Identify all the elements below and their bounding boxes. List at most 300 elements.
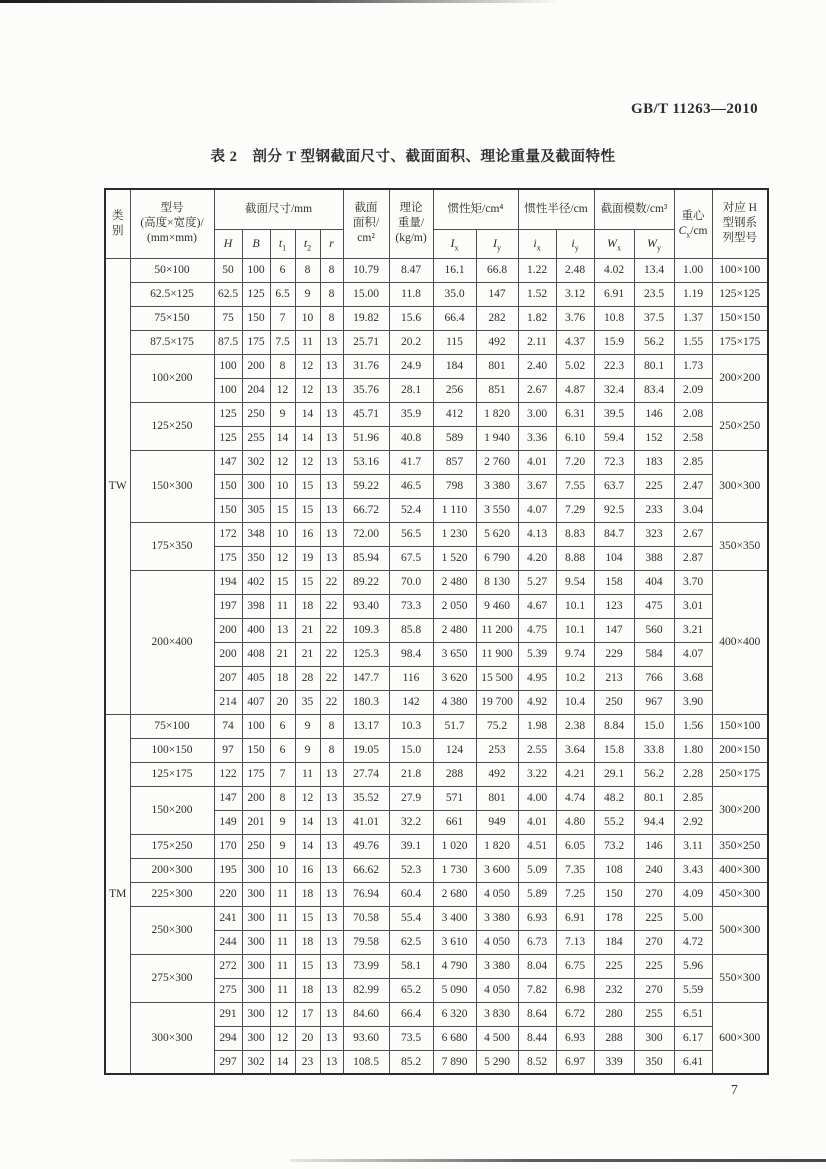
value-cell: 300 xyxy=(242,474,270,498)
value-cell: 62.5 xyxy=(389,930,433,954)
value-cell: 59.22 xyxy=(343,474,389,498)
value-cell: 5.00 xyxy=(674,906,712,930)
value-cell: 2.85 xyxy=(674,786,712,810)
table-row xyxy=(105,354,768,378)
value-cell: 52.4 xyxy=(389,498,433,522)
value-cell: 255 xyxy=(242,426,270,450)
value-cell: 104 xyxy=(594,546,634,570)
value-cell: 22 xyxy=(320,690,343,714)
value-cell: 8.04 xyxy=(518,954,556,978)
value-cell: 3.36 xyxy=(518,426,556,450)
value-cell: 2.11 xyxy=(518,330,556,354)
value-cell: 48.2 xyxy=(594,786,634,810)
value-cell: 408 xyxy=(242,642,270,666)
value-cell: 232 xyxy=(594,978,634,1002)
value-cell: 109.3 xyxy=(343,618,389,642)
value-cell: 62.5 xyxy=(214,282,242,306)
value-cell: 150 xyxy=(242,738,270,762)
value-cell: 4.02 xyxy=(594,258,634,282)
value-cell: 85.2 xyxy=(389,1050,433,1074)
value-cell: 39.1 xyxy=(389,834,433,858)
value-cell: 13 xyxy=(270,618,295,642)
model-cell: 125×250 xyxy=(130,402,214,450)
value-cell: 20.2 xyxy=(389,330,433,354)
table-header xyxy=(105,189,768,258)
value-cell: 13 xyxy=(320,450,343,474)
value-cell: 79.58 xyxy=(343,930,389,954)
table-title: 表 2 剖分 T 型钢截面尺寸、截面面积、理论重量及截面特性 xyxy=(210,149,616,165)
value-cell: 13 xyxy=(320,834,343,858)
value-cell: 6.51 xyxy=(674,1002,712,1026)
table-row xyxy=(105,858,768,882)
value-cell: 297 xyxy=(214,1050,242,1074)
value-cell: 11 xyxy=(270,882,295,906)
value-cell: 13.4 xyxy=(634,258,674,282)
value-cell: 20 xyxy=(295,1026,320,1050)
value-cell: 1.19 xyxy=(674,282,712,306)
value-cell: 6.5 xyxy=(270,282,295,306)
value-cell: 18 xyxy=(270,666,295,690)
value-cell: 2.40 xyxy=(518,354,556,378)
value-cell: 270 xyxy=(634,978,674,1002)
value-cell: 60.4 xyxy=(389,882,433,906)
value-cell: 15.6 xyxy=(389,306,433,330)
h-series-cell: 550×300 xyxy=(712,954,768,1002)
value-cell: 8.47 xyxy=(389,258,433,282)
value-cell: 1 020 xyxy=(433,834,476,858)
h-series-cell: 175×175 xyxy=(712,330,768,354)
value-cell: 388 xyxy=(634,546,674,570)
h-series-cell: 250×175 xyxy=(712,762,768,786)
table-row xyxy=(105,786,768,810)
col-header-ix: $i_x$ xyxy=(518,229,556,258)
value-cell: 147 xyxy=(594,618,634,642)
value-cell: 4.20 xyxy=(518,546,556,570)
value-cell: 3.12 xyxy=(556,282,594,306)
value-cell: 2.85 xyxy=(674,450,712,474)
value-cell: 560 xyxy=(634,618,674,642)
value-cell: 8 xyxy=(270,354,295,378)
value-cell: 97 xyxy=(214,738,242,762)
value-cell: 201 xyxy=(242,810,270,834)
value-cell: 3.21 xyxy=(674,618,712,642)
value-cell: 183 xyxy=(634,450,674,474)
value-cell: 3 610 xyxy=(433,930,476,954)
h-series-cell: 250×250 xyxy=(712,402,768,450)
model-cell: 50×100 xyxy=(130,258,214,282)
standard-code: GB/T 11263—2010 xyxy=(631,101,758,117)
value-cell: 56.2 xyxy=(634,330,674,354)
value-cell: 1 730 xyxy=(433,858,476,882)
table-row xyxy=(105,450,768,474)
value-cell: 6.73 xyxy=(518,930,556,954)
value-cell: 213 xyxy=(594,666,634,690)
value-cell: 73.3 xyxy=(389,594,433,618)
value-cell: 175 xyxy=(242,762,270,786)
value-cell: 72.3 xyxy=(594,450,634,474)
page-number: 7 xyxy=(731,1082,738,1097)
value-cell: 13 xyxy=(320,858,343,882)
value-cell: 949 xyxy=(476,810,518,834)
value-cell: 270 xyxy=(634,882,674,906)
value-cell: 1 230 xyxy=(433,522,476,546)
value-cell: 59.4 xyxy=(594,426,634,450)
value-cell: 5 620 xyxy=(476,522,518,546)
value-cell: 4 050 xyxy=(476,882,518,906)
value-cell: 170 xyxy=(214,834,242,858)
value-cell: 195 xyxy=(214,858,242,882)
value-cell: 8 xyxy=(295,258,320,282)
value-cell: 412 xyxy=(433,402,476,426)
value-cell: 241 xyxy=(214,906,242,930)
value-cell: 967 xyxy=(634,690,674,714)
value-cell: 6.98 xyxy=(556,978,594,1002)
model-cell: 125×175 xyxy=(130,762,214,786)
value-cell: 10 xyxy=(270,522,295,546)
table-row xyxy=(105,570,768,594)
value-cell: 1 820 xyxy=(476,834,518,858)
value-cell: 108 xyxy=(594,858,634,882)
value-cell: 4.00 xyxy=(518,786,556,810)
value-cell: 8 xyxy=(320,306,343,330)
value-cell: 12 xyxy=(270,1026,295,1050)
value-cell: 400 xyxy=(242,618,270,642)
value-cell: 92.5 xyxy=(594,498,634,522)
h-series-cell: 400×400 xyxy=(712,570,768,714)
value-cell: 584 xyxy=(634,642,674,666)
value-cell: 15 xyxy=(270,498,295,522)
value-cell: 10 xyxy=(295,306,320,330)
value-cell: 85.8 xyxy=(389,618,433,642)
value-cell: 58.1 xyxy=(389,954,433,978)
value-cell: 14 xyxy=(295,834,320,858)
value-cell: 4.01 xyxy=(518,810,556,834)
value-cell: 323 xyxy=(634,522,674,546)
value-cell: 15.8 xyxy=(594,738,634,762)
value-cell: 70.0 xyxy=(389,570,433,594)
table-row xyxy=(105,738,768,762)
value-cell: 6.93 xyxy=(518,906,556,930)
value-cell: 220 xyxy=(214,882,242,906)
value-cell: 857 xyxy=(433,450,476,474)
value-cell: 5.59 xyxy=(674,978,712,1002)
value-cell: 35.76 xyxy=(343,378,389,402)
value-cell: 12 xyxy=(295,786,320,810)
table-row xyxy=(105,306,768,330)
model-cell: 250×300 xyxy=(130,906,214,954)
value-cell: 18 xyxy=(295,978,320,1002)
value-cell: 37.5 xyxy=(634,306,674,330)
value-cell: 6.97 xyxy=(556,1050,594,1074)
value-cell: 3.43 xyxy=(674,858,712,882)
value-cell: 80.1 xyxy=(634,786,674,810)
value-cell: 300 xyxy=(242,930,270,954)
value-cell: 67.5 xyxy=(389,546,433,570)
value-cell: 66.4 xyxy=(433,306,476,330)
value-cell: 250 xyxy=(242,402,270,426)
h-series-cell: 100×100 xyxy=(712,258,768,282)
value-cell: 240 xyxy=(634,858,674,882)
value-cell: 72.00 xyxy=(343,522,389,546)
value-cell: 6.91 xyxy=(556,906,594,930)
value-cell: 11 xyxy=(295,762,320,786)
value-cell: 49.76 xyxy=(343,834,389,858)
value-cell: 12 xyxy=(270,1002,295,1026)
value-cell: 200 xyxy=(242,786,270,810)
value-cell: 20 xyxy=(270,690,295,714)
value-cell: 65.2 xyxy=(389,978,433,1002)
value-cell: 250 xyxy=(594,690,634,714)
col-header-weight: 理论 重量/ (kg/m) xyxy=(389,189,433,258)
col-header-Ix: $I_x$ xyxy=(433,229,476,258)
value-cell: 1.52 xyxy=(518,282,556,306)
value-cell: 100 xyxy=(242,714,270,738)
value-cell: 302 xyxy=(242,1050,270,1074)
value-cell: 229 xyxy=(594,642,634,666)
value-cell: 13 xyxy=(320,1002,343,1026)
value-cell: 11 xyxy=(270,954,295,978)
value-cell: 350 xyxy=(634,1050,674,1074)
value-cell: 41.01 xyxy=(343,810,389,834)
value-cell: 13 xyxy=(320,882,343,906)
value-cell: 2 760 xyxy=(476,450,518,474)
value-cell: 56.5 xyxy=(389,522,433,546)
value-cell: 14 xyxy=(295,402,320,426)
value-cell: 272 xyxy=(214,954,242,978)
table-row xyxy=(105,834,768,858)
value-cell: 300 xyxy=(242,906,270,930)
value-cell: 21 xyxy=(295,618,320,642)
col-header-B: B xyxy=(242,229,270,258)
table-row xyxy=(105,522,768,546)
value-cell: 2.38 xyxy=(556,714,594,738)
value-cell: 152 xyxy=(634,426,674,450)
value-cell: 3 550 xyxy=(476,498,518,522)
value-cell: 184 xyxy=(433,354,476,378)
value-cell: 7 xyxy=(270,306,295,330)
model-cell: 200×300 xyxy=(130,858,214,882)
value-cell: 4 050 xyxy=(476,930,518,954)
value-cell: 225 xyxy=(594,954,634,978)
value-cell: 172 xyxy=(214,522,242,546)
value-cell: 571 xyxy=(433,786,476,810)
value-cell: 15 500 xyxy=(476,666,518,690)
value-cell: 84.7 xyxy=(594,522,634,546)
value-cell: 2.92 xyxy=(674,810,712,834)
value-cell: 250 xyxy=(242,834,270,858)
value-cell: 18 xyxy=(295,594,320,618)
value-cell: 3.67 xyxy=(518,474,556,498)
value-cell: 270 xyxy=(634,930,674,954)
value-cell: 294 xyxy=(214,1026,242,1050)
value-cell: 1.22 xyxy=(518,258,556,282)
value-cell: 2 480 xyxy=(433,570,476,594)
value-cell: 5.96 xyxy=(674,954,712,978)
value-cell: 12 xyxy=(295,450,320,474)
t-steel-spec-table xyxy=(104,188,769,1075)
value-cell: 6.31 xyxy=(556,402,594,426)
value-cell: 73.2 xyxy=(594,834,634,858)
value-cell: 12 xyxy=(270,546,295,570)
col-header-area: 截面 面积/ cm² xyxy=(343,189,389,258)
value-cell: 9 xyxy=(295,738,320,762)
value-cell: 1.37 xyxy=(674,306,712,330)
value-cell: 13 xyxy=(320,474,343,498)
value-cell: 10.3 xyxy=(389,714,433,738)
value-cell: 256 xyxy=(433,378,476,402)
value-cell: 1.98 xyxy=(518,714,556,738)
value-cell: 589 xyxy=(433,426,476,450)
value-cell: 4 790 xyxy=(433,954,476,978)
table-row xyxy=(105,882,768,906)
value-cell: 9 xyxy=(295,282,320,306)
value-cell: 16 xyxy=(295,858,320,882)
value-cell: 4.07 xyxy=(674,642,712,666)
value-cell: 53.16 xyxy=(343,450,389,474)
value-cell: 10.1 xyxy=(556,618,594,642)
value-cell: 3.90 xyxy=(674,690,712,714)
value-cell: 4.95 xyxy=(518,666,556,690)
value-cell: 5 290 xyxy=(476,1050,518,1074)
value-cell: 125.3 xyxy=(343,642,389,666)
value-cell: 84.60 xyxy=(343,1002,389,1026)
value-cell: 4.87 xyxy=(556,378,594,402)
value-cell: 300 xyxy=(242,1002,270,1026)
table-row xyxy=(105,906,768,930)
value-cell: 13 xyxy=(320,930,343,954)
value-cell: 5.89 xyxy=(518,882,556,906)
value-cell: 4.72 xyxy=(674,930,712,954)
value-cell: 3 620 xyxy=(433,666,476,690)
value-cell: 3.70 xyxy=(674,570,712,594)
value-cell: 3.11 xyxy=(674,834,712,858)
value-cell: 66.8 xyxy=(476,258,518,282)
value-cell: 19 xyxy=(295,546,320,570)
h-series-cell: 300×300 xyxy=(712,450,768,522)
value-cell: 8.83 xyxy=(556,522,594,546)
value-cell: 300 xyxy=(242,882,270,906)
value-cell: 300 xyxy=(242,858,270,882)
value-cell: 4.67 xyxy=(518,594,556,618)
col-header-section-dimensions: 截面尺寸/mm xyxy=(214,189,343,229)
value-cell: 2.28 xyxy=(674,762,712,786)
value-cell: 6.72 xyxy=(556,1002,594,1026)
value-cell: 407 xyxy=(242,690,270,714)
h-series-cell: 125×125 xyxy=(712,282,768,306)
value-cell: 4.75 xyxy=(518,618,556,642)
value-cell: 28.1 xyxy=(389,378,433,402)
value-cell: 13 xyxy=(320,954,343,978)
value-cell: 3.22 xyxy=(518,762,556,786)
value-cell: 146 xyxy=(634,402,674,426)
table-row xyxy=(105,1002,768,1026)
value-cell: 8.52 xyxy=(518,1050,556,1074)
value-cell: 100 xyxy=(214,378,242,402)
value-cell: 80.1 xyxy=(634,354,674,378)
value-cell: 11.8 xyxy=(389,282,433,306)
value-cell: 14 xyxy=(295,810,320,834)
value-cell: 8 xyxy=(270,786,295,810)
value-cell: 125 xyxy=(242,282,270,306)
value-cell: 122 xyxy=(214,762,242,786)
value-cell: 6 320 xyxy=(433,1002,476,1026)
value-cell: 184 xyxy=(594,930,634,954)
value-cell: 1 520 xyxy=(433,546,476,570)
value-cell: 29.1 xyxy=(594,762,634,786)
h-series-cell: 300×200 xyxy=(712,786,768,834)
value-cell: 74 xyxy=(214,714,242,738)
value-cell: 3 380 xyxy=(476,906,518,930)
value-cell: 6.10 xyxy=(556,426,594,450)
value-cell: 15.0 xyxy=(634,714,674,738)
value-cell: 125 xyxy=(214,402,242,426)
value-cell: 73.5 xyxy=(389,1026,433,1050)
value-cell: 7.29 xyxy=(556,498,594,522)
value-cell: 35 xyxy=(295,690,320,714)
value-cell: 288 xyxy=(433,762,476,786)
value-cell: 142 xyxy=(389,690,433,714)
value-cell: 3 400 xyxy=(433,906,476,930)
value-cell: 13 xyxy=(320,786,343,810)
value-cell: 225 xyxy=(634,474,674,498)
value-cell: 1.56 xyxy=(674,714,712,738)
col-header-r: r xyxy=(320,229,343,258)
h-series-cell: 150×100 xyxy=(712,714,768,738)
value-cell: 10.4 xyxy=(556,690,594,714)
value-cell: 6.41 xyxy=(674,1050,712,1074)
value-cell: 125 xyxy=(214,426,242,450)
value-cell: 94.4 xyxy=(634,810,674,834)
value-cell: 300 xyxy=(634,1026,674,1050)
table-row xyxy=(105,762,768,786)
model-cell: 75×100 xyxy=(130,714,214,738)
value-cell: 83.4 xyxy=(634,378,674,402)
value-cell: 16 xyxy=(295,522,320,546)
value-cell: 6.05 xyxy=(556,834,594,858)
value-cell: 5 090 xyxy=(433,978,476,1002)
value-cell: 24.9 xyxy=(389,354,433,378)
model-cell: 300×300 xyxy=(130,1002,214,1074)
value-cell: 27.74 xyxy=(343,762,389,786)
value-cell: 2 680 xyxy=(433,882,476,906)
value-cell: 40.8 xyxy=(389,426,433,450)
value-cell: 475 xyxy=(634,594,674,618)
value-cell: 302 xyxy=(242,450,270,474)
value-cell: 3.00 xyxy=(518,402,556,426)
value-cell: 66.4 xyxy=(389,1002,433,1026)
col-header-Iy: $I_y$ xyxy=(476,229,518,258)
value-cell: 4.51 xyxy=(518,834,556,858)
value-cell: 178 xyxy=(594,906,634,930)
value-cell: 4.74 xyxy=(556,786,594,810)
value-cell: 10.8 xyxy=(594,306,634,330)
value-cell: 339 xyxy=(594,1050,634,1074)
value-cell: 15 xyxy=(295,954,320,978)
value-cell: 16.1 xyxy=(433,258,476,282)
value-cell: 9 xyxy=(270,402,295,426)
value-cell: 2.47 xyxy=(674,474,712,498)
value-cell: 115 xyxy=(433,330,476,354)
value-cell: 1 110 xyxy=(433,498,476,522)
value-cell: 9 xyxy=(270,834,295,858)
value-cell: 25.71 xyxy=(343,330,389,354)
category-cell: TW xyxy=(105,258,130,714)
col-header-t1: $t_1$ xyxy=(270,229,295,258)
col-header-iy: $i_y$ xyxy=(556,229,594,258)
value-cell: 6 790 xyxy=(476,546,518,570)
value-cell: 31.76 xyxy=(343,354,389,378)
value-cell: 15.00 xyxy=(343,282,389,306)
